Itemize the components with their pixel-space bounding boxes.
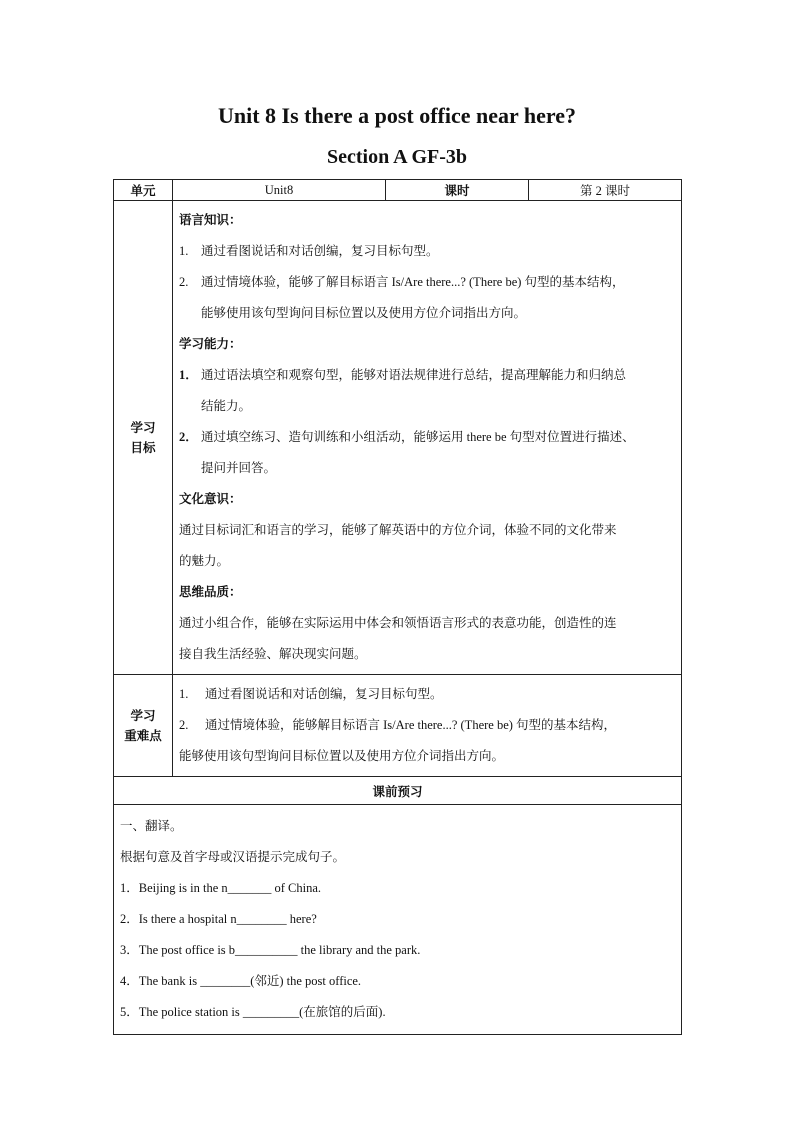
lesson-plan-table — [113, 179, 682, 1035]
ability-item: 2． 通过填空练习、造句训练和小组活动，能够运用 there be 句型对位置进行描述、 — [179, 430, 635, 444]
language-item: 2. 通过情境体验，能够了解目标语言 Is/Are there...? (There be) 句型的基本结构， — [179, 275, 625, 289]
keypoints-content — [173, 675, 682, 777]
thinking-text: 接自我生活经验、解决现实问题。 — [179, 647, 367, 661]
thinking-text: 通过小组合作，能够在实际运用中体会和领悟语言形式的表意功能，创造性的连 — [179, 616, 617, 630]
keypoints-label-line1: 学习 — [130, 708, 156, 723]
objectives-content — [173, 201, 682, 675]
language-item: 1. 通过看图说话和对话创编，复习目标句型。 — [179, 244, 439, 258]
keypoints-label-line2: 重难点 — [124, 728, 162, 743]
objectives-label — [114, 201, 173, 675]
cultural-awareness-heading: 文化意识： — [179, 492, 242, 506]
period-value: 第 2 课时 — [529, 180, 682, 201]
language-item-continuation: 能够使用该句型询问目标位置以及使用方位介词指出方向。 — [201, 306, 527, 320]
keypoint-item: 1. 通过看图说话和对话创编，复习目标句型。 — [179, 687, 443, 701]
learning-ability-heading: 学习能力： — [179, 337, 242, 351]
keypoint-item: 2. 通过情境体验，能够解目标语言 Is/Are there...? (There be) 句型的基本结构， — [179, 718, 617, 732]
translation-section-heading: 一、翻译。 — [120, 819, 183, 833]
thinking-quality-heading: 思维品质： — [179, 585, 242, 599]
objectives-label-line2: 目标 — [130, 440, 156, 455]
keypoint-continuation: 能够使用该句型询问目标位置以及使用方位介词指出方向。 — [179, 749, 505, 763]
exercise-question: 1．Beijing is in the n_______ of China. — [120, 881, 322, 895]
unit-label: 单元 — [114, 180, 173, 201]
exercise-instruction: 根据句意及首字母或汉语提示完成句子。 — [120, 850, 346, 864]
keypoints-row — [114, 675, 682, 777]
exercise-question: 3．The post office is b__________ the library and the park. — [120, 943, 421, 957]
exercise-question: 5．The police station is _________(在旅馆的后面). — [120, 1005, 386, 1019]
unit-value: Unit8 — [173, 180, 386, 201]
preview-heading: 课前预习 — [114, 777, 682, 805]
objectives-label-line1: 学习 — [130, 420, 156, 435]
exercise-question: 2．Is there a hospital n________ here? — [120, 912, 317, 926]
document-subtitle: Section A GF-3b — [326, 146, 467, 168]
exercise-question: 4．The bank is ________(邻近) the post office. — [120, 974, 362, 988]
document-title: Unit 8 Is there a post office near here? — [217, 103, 577, 128]
ability-item-continuation: 提问并回答。 — [201, 461, 277, 475]
objectives-row — [114, 201, 682, 675]
culture-text: 通过目标词汇和语言的学习，能够了解英语中的方位介词，体验不同的文化带来 — [179, 523, 617, 537]
keypoints-label — [114, 675, 173, 777]
preview-content — [114, 805, 682, 1035]
culture-text: 的魅力。 — [179, 554, 230, 568]
period-label: 课时 — [386, 180, 529, 201]
ability-item-continuation: 结能力。 — [201, 399, 252, 413]
preview-heading-row — [114, 777, 682, 805]
language-knowledge-heading: 语言知识： — [179, 213, 242, 227]
preview-content-row — [114, 805, 682, 1035]
ability-item: 1． 通过语法填空和观察句型，能够对语法规律进行总结，提高理解能力和归纳总 — [179, 368, 627, 382]
header-row — [114, 180, 682, 201]
